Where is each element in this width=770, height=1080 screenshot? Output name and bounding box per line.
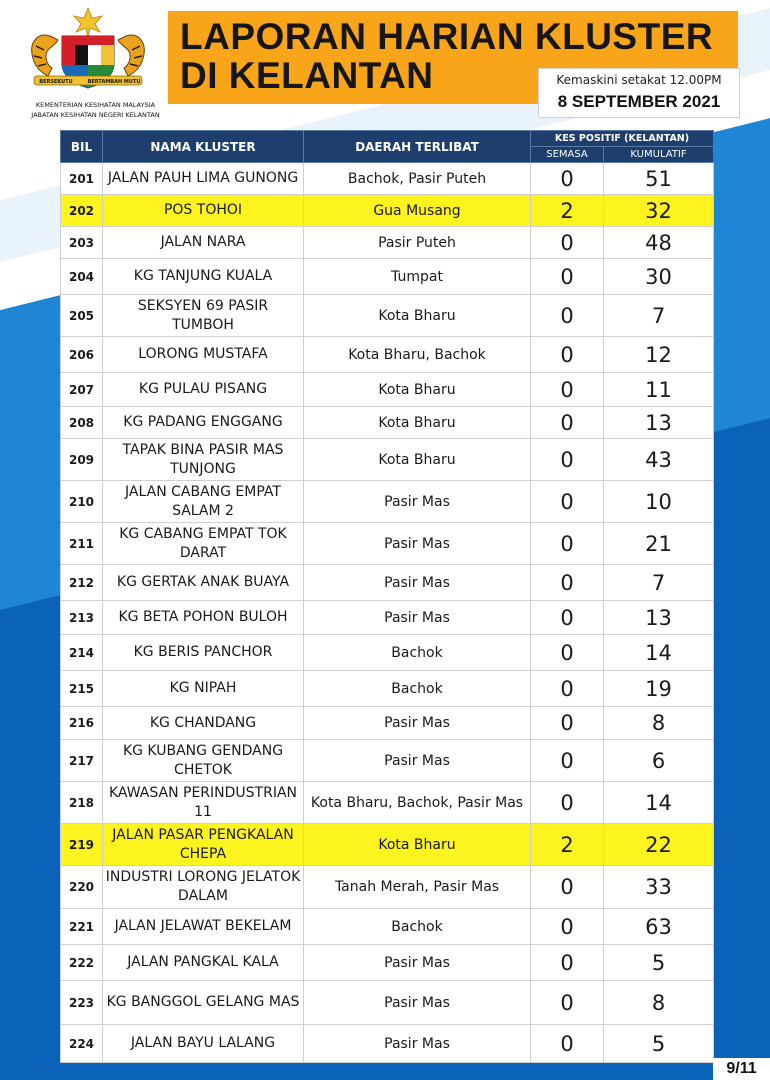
cell-semasa: 0 [531,635,604,671]
cell-kumulatif: 13 [604,407,714,439]
cell-nama-kluster: JALAN PASAR PENGKALAN CHEPA [103,824,304,866]
cell-daerah: Pasir Mas [304,707,531,740]
cell-semasa: 0 [531,1025,604,1063]
cell-daerah: Pasir Puteh [304,227,531,259]
crest-motto-right: BERTAMBAH MUTU [87,79,141,85]
cell-bil: 206 [61,337,103,373]
table-row [61,740,714,782]
cell-nama-kluster: INDUSTRI LORONG JELATOK DALAM [103,866,304,909]
table-row [61,227,714,259]
cell-daerah: Bachok [304,909,531,945]
col-header-bil: BIL [61,131,103,163]
cell-kumulatif: 14 [604,635,714,671]
cell-kumulatif: 32 [604,195,714,227]
cell-bil: 213 [61,601,103,635]
table-row [61,945,714,981]
cell-daerah: Pasir Mas [304,481,531,523]
cell-semasa: 0 [531,337,604,373]
cell-kumulatif: 5 [604,945,714,981]
ministry-label [8,100,183,120]
table-row [61,981,714,1025]
cell-daerah: Pasir Mas [304,523,531,565]
table-row [61,565,714,601]
table-row [61,909,714,945]
cell-semasa: 0 [531,407,604,439]
cell-nama-kluster: KG BERIS PANCHOR [103,635,304,671]
ministry-line2: JABATAN KESIHATAN NEGERI KELANTAN [31,111,160,119]
cell-semasa: 0 [531,671,604,707]
update-date: 8 SEPTEMBER 2021 [557,92,721,111]
cell-daerah: Kota Bharu [304,824,531,866]
cell-kumulatif: 7 [604,565,714,601]
cell-daerah: Kota Bharu [304,439,531,481]
cell-daerah: Kota Bharu [304,373,531,407]
cell-daerah: Tanah Merah, Pasir Mas [304,866,531,909]
col-header-kes-positif: KES POSITIF (KELANTAN) [531,131,714,147]
cell-bil: 223 [61,981,103,1025]
cell-daerah: Pasir Mas [304,565,531,601]
cell-nama-kluster: KG TANJUNG KUALA [103,259,304,295]
cell-kumulatif: 30 [604,259,714,295]
col-header-nama: NAMA KLUSTER [103,131,304,163]
cell-semasa: 0 [531,740,604,782]
cell-semasa: 0 [531,782,604,824]
update-label: Kemaskini setakat 12.00PM [556,73,722,87]
cell-semasa: 2 [531,195,604,227]
cell-nama-kluster: KG NIPAH [103,671,304,707]
cell-bil: 224 [61,1025,103,1063]
cell-daerah: Bachok [304,671,531,707]
cell-bil: 210 [61,481,103,523]
table-row [61,439,714,481]
cell-nama-kluster: KAWASAN PERINDUSTRIAN 11 [103,782,304,824]
cell-kumulatif: 8 [604,981,714,1025]
cell-bil: 207 [61,373,103,407]
cell-bil: 222 [61,945,103,981]
cell-bil: 208 [61,407,103,439]
table-row [61,295,714,337]
table-row [61,195,714,227]
cell-semasa: 2 [531,824,604,866]
cell-daerah: Pasir Mas [304,601,531,635]
page-number: 9/11 [713,1058,770,1080]
cell-kumulatif: 14 [604,782,714,824]
cluster-table [60,130,714,1063]
table-row [61,671,714,707]
cell-bil: 209 [61,439,103,481]
cell-kumulatif: 51 [604,163,714,195]
cell-kumulatif: 63 [604,909,714,945]
table-row [61,481,714,523]
table-body [61,163,714,1063]
cell-semasa: 0 [531,945,604,981]
cell-daerah: Bachok [304,635,531,671]
table-row [61,601,714,635]
cell-kumulatif: 43 [604,439,714,481]
cell-kumulatif: 19 [604,671,714,707]
cell-nama-kluster: JALAN CABANG EMPAT SALAM 2 [103,481,304,523]
table-row [61,407,714,439]
cell-nama-kluster: KG PADANG ENGGANG [103,407,304,439]
cell-semasa: 0 [531,373,604,407]
col-header-daerah: DAERAH TERLIBAT [304,131,531,163]
cell-semasa: 0 [531,707,604,740]
cell-semasa: 0 [531,601,604,635]
cell-bil: 221 [61,909,103,945]
cell-semasa: 0 [531,981,604,1025]
cell-nama-kluster: POS TOHOI [103,195,304,227]
cell-nama-kluster: KG CHANDANG [103,707,304,740]
cell-kumulatif: 5 [604,1025,714,1063]
cell-bil: 212 [61,565,103,601]
crest-motto-left: BERSEKUTU [39,79,73,85]
cell-semasa: 0 [531,523,604,565]
table-row [61,782,714,824]
cell-nama-kluster: JALAN BAYU LALANG [103,1025,304,1063]
cell-semasa: 0 [531,909,604,945]
cell-kumulatif: 10 [604,481,714,523]
cell-kumulatif: 8 [604,707,714,740]
cell-semasa: 0 [531,565,604,601]
table-row [61,163,714,195]
cell-bil: 218 [61,782,103,824]
col-header-kumulatif: KUMULATIF [604,147,714,163]
cell-nama-kluster: SEKSYEN 69 PASIR TUMBOH [103,295,304,337]
cell-semasa: 0 [531,439,604,481]
table-row [61,635,714,671]
cell-daerah: Pasir Mas [304,740,531,782]
cell-nama-kluster: KG PULAU PISANG [103,373,304,407]
cell-semasa: 0 [531,481,604,523]
report-title-line1: LAPORAN HARIAN KLUSTER [180,16,714,57]
table-row [61,337,714,373]
cell-nama-kluster: KG CABANG EMPAT TOK DARAT [103,523,304,565]
cell-bil: 211 [61,523,103,565]
cell-nama-kluster: TAPAK BINA PASIR MAS TUNJONG [103,439,304,481]
cell-semasa: 0 [531,227,604,259]
cell-semasa: 0 [531,163,604,195]
table-row [61,707,714,740]
cell-semasa: 0 [531,866,604,909]
cell-bil: 217 [61,740,103,782]
cell-nama-kluster: JALAN JELAWAT BEKELAM [103,909,304,945]
cell-daerah: Kota Bharu, Bachok [304,337,531,373]
table-row [61,373,714,407]
table-row [61,523,714,565]
cell-nama-kluster: KG BETA POHON BULOH [103,601,304,635]
report-header [0,0,770,130]
table-row [61,1025,714,1063]
cell-daerah: Pasir Mas [304,981,531,1025]
cell-bil: 215 [61,671,103,707]
cell-daerah: Tumpat [304,259,531,295]
cell-daerah: Pasir Mas [304,945,531,981]
cell-kumulatif: 7 [604,295,714,337]
cell-kumulatif: 11 [604,373,714,407]
cell-nama-kluster: KG GERTAK ANAK BUAYA [103,565,304,601]
malaysia-crest-logo [18,6,158,98]
cell-bil: 205 [61,295,103,337]
cell-nama-kluster: JALAN PAUH LIMA GUNONG [103,163,304,195]
cell-nama-kluster: JALAN NARA [103,227,304,259]
cell-nama-kluster: KG KUBANG GENDANG CHETOK [103,740,304,782]
cell-bil: 202 [61,195,103,227]
cell-kumulatif: 48 [604,227,714,259]
update-info-box [538,68,740,118]
cell-semasa: 0 [531,295,604,337]
cell-kumulatif: 33 [604,866,714,909]
cluster-table-container [60,130,713,1063]
cell-nama-kluster: LORONG MUSTAFA [103,337,304,373]
table-row [61,824,714,866]
table-row [61,259,714,295]
cell-daerah: Kota Bharu, Bachok, Pasir Mas [304,782,531,824]
cell-bil: 219 [61,824,103,866]
cell-kumulatif: 13 [604,601,714,635]
cell-kumulatif: 12 [604,337,714,373]
cell-semasa: 0 [531,259,604,295]
cell-nama-kluster: JALAN PANGKAL KALA [103,945,304,981]
cell-bil: 216 [61,707,103,740]
cell-bil: 204 [61,259,103,295]
cell-bil: 201 [61,163,103,195]
col-header-semasa: SEMASA [531,147,604,163]
cell-bil: 214 [61,635,103,671]
cell-kumulatif: 6 [604,740,714,782]
cell-daerah: Kota Bharu [304,295,531,337]
cell-daerah: Pasir Mas [304,1025,531,1063]
cell-daerah: Bachok, Pasir Puteh [304,163,531,195]
ministry-line1: KEMENTERIAN KESIHATAN MALAYSIA [35,101,156,109]
report-title-line2: DI KELANTAN [180,55,434,96]
table-header [61,131,714,163]
cell-bil: 220 [61,866,103,909]
cell-kumulatif: 21 [604,523,714,565]
cell-nama-kluster: KG BANGGOL GELANG MAS [103,981,304,1025]
cell-daerah: Gua Musang [304,195,531,227]
cell-daerah: Kota Bharu [304,407,531,439]
cell-kumulatif: 22 [604,824,714,866]
cell-bil: 203 [61,227,103,259]
table-row [61,866,714,909]
